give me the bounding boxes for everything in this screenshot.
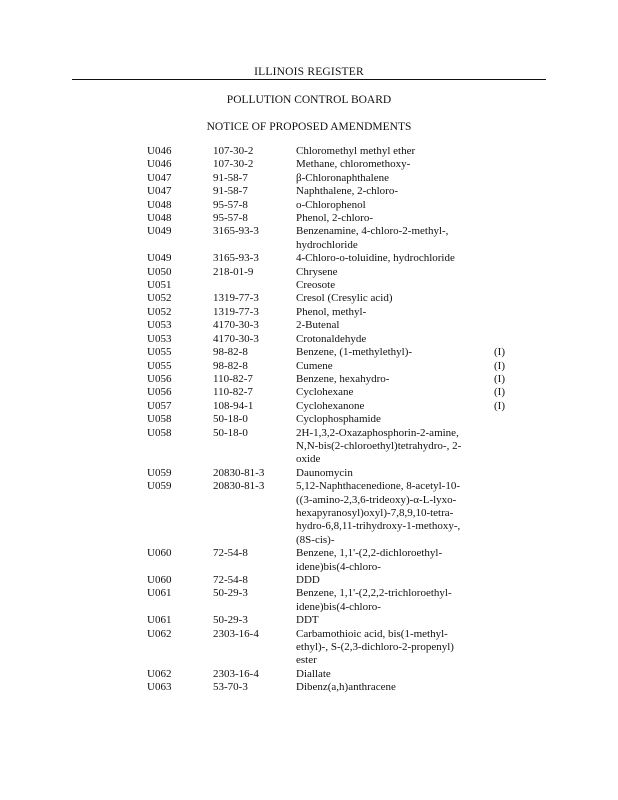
waste-code: U046 [147,145,172,157]
substance-name-line: 2-Butenal [296,319,340,332]
waste-code: U056 [147,386,172,399]
hazard-code [494,212,514,225]
substance-name-line: Cyclohexane [296,386,354,399]
cas-number: 72-54-8 [213,574,248,586]
hazard-code [494,145,514,158]
substance-name [296,212,494,225]
notice-title: NOTICE OF PROPOSED AMENDMENTS [206,121,412,133]
hazard-code [494,158,514,171]
table-row [147,333,514,346]
substance-name [296,427,494,467]
table-row [147,413,514,426]
table-row [147,400,514,413]
substance-name-line: Methane, chloromethoxy- [296,158,411,171]
waste-table-body [147,145,514,695]
table-row [147,681,514,694]
table-row [147,346,514,359]
substance-name-line: Creosote [296,279,336,292]
table-row [147,574,514,587]
waste-code: U056 [147,372,172,385]
table-row [147,199,514,212]
hazard-code [494,668,514,681]
substance-name [296,413,494,426]
substance-name [296,145,494,158]
hazard-code [494,480,514,547]
substance-name [296,252,494,265]
substance-name-line: DDT [296,614,319,627]
substance-name-line: 4-Chloro-o-toluidine, hydrochloride [296,252,455,265]
cas-number: 107-30-2 [213,158,254,171]
hazard-code [494,172,514,185]
table-row [147,427,514,467]
cas-number: 50-18-0 [213,426,248,439]
table-row [147,587,514,614]
substance-name [296,292,494,305]
waste-code: U061 [147,614,172,627]
cas-number: 20830-81-3 [213,480,265,493]
substance-name [296,306,494,319]
substance-name [296,172,494,185]
substance-name-line: hexapyranosyl)oxyl)-7,8,9,10-tetra- [296,506,454,519]
waste-code: U048 [147,198,172,211]
substance-name-line: Crotonaldehyde [296,332,367,345]
hazard-code [494,225,514,252]
waste-code: U060 [147,574,172,586]
hazard-code [494,306,514,319]
substance-name-line: ethyl)-, S-(2,3-dichloro-2-propenyl) [296,641,454,654]
substance-name [296,467,494,480]
waste-code: U063 [147,681,172,694]
waste-code: U052 [147,292,172,305]
substance-name [296,199,494,212]
table-row [147,279,514,292]
substance-name-line: ((3-amino-2,3,6-trideoxy)-α-L-lyxo- [296,493,457,506]
substance-name [296,225,494,252]
substance-name-line: N,N-bis(2-chloroethyl)tetrahydro-, 2- [296,439,462,452]
substance-name [296,400,494,413]
waste-code: U059 [147,480,172,493]
table-row [147,212,514,225]
substance-name [296,373,494,386]
waste-code: U055 [147,346,172,359]
substance-name-line: idene)bis(4-chloro- [296,560,381,573]
substance-name [296,480,494,547]
waste-code: U049 [147,252,172,265]
substance-name [296,360,494,373]
cas-number: 98-82-8 [213,346,248,359]
substance-name [296,346,494,359]
hazard-code [494,199,514,212]
cas-number: 91-58-7 [213,171,248,184]
hazard-code: (I) [494,372,505,385]
table-row [147,185,514,198]
table-row [147,145,514,158]
waste-code: U060 [147,547,172,560]
waste-code: U051 [147,279,172,292]
waste-code: U062 [147,667,172,680]
cas-number: 50-18-0 [213,413,248,426]
substance-name [296,319,494,332]
substance-name-line: hydrochloride [296,238,358,251]
substance-name-line: Chrysene [296,265,338,278]
substance-name-line: Benzene, (1-methylethyl)- [296,346,413,359]
cas-number: 72-54-8 [213,547,248,560]
cas-number: 98-82-8 [213,359,248,372]
hazard-code [494,266,514,279]
waste-code: U050 [147,265,172,278]
substance-name-line: Benzene, 1,1'-(2,2,2-trichloroethyl- [296,587,452,600]
table-row [147,252,514,265]
table-row [147,360,514,373]
substance-name-line: Phenol, 2-chloro- [296,212,373,225]
substance-name [296,185,494,198]
substance-name-line: Cresol (Cresylic acid) [296,292,393,305]
cas-number: 107-30-2 [213,145,254,157]
cas-number: 91-58-7 [213,185,248,198]
substance-name-line: (8S-cis)- [296,533,335,546]
table-row [147,266,514,279]
hazard-code [494,467,514,480]
substance-name [296,681,494,694]
cas-number [213,279,296,292]
table-row [147,480,514,547]
substance-name-line: idene)bis(4-chloro- [296,600,381,613]
waste-code: U059 [147,466,172,479]
cas-number: 50-29-3 [213,614,248,627]
table-row [147,225,514,252]
hazard-code: (I) [494,359,505,372]
substance-name-line: oxide [296,453,321,466]
table-row [147,628,514,668]
cas-number: 1319-77-3 [213,305,259,318]
hazard-code: (I) [494,399,505,412]
hazard-code [494,279,514,292]
hazard-code [494,333,514,346]
substance-name-line: Diallate [296,667,331,680]
substance-name [296,628,494,668]
waste-code: U052 [147,305,172,318]
waste-code: U055 [147,359,172,372]
cas-number: 2303-16-4 [213,667,259,680]
waste-code: U047 [147,171,172,184]
table-row [147,668,514,681]
table-row [147,614,514,627]
hazard-code [494,587,514,614]
waste-code: U057 [147,399,172,412]
cas-number: 218-01-9 [213,265,254,278]
substance-name-line: Dibenz(a,h)anthracene [296,681,396,694]
cas-number: 4170-30-3 [213,319,259,332]
substance-name [296,158,494,171]
cas-number: 50-29-3 [213,587,248,600]
substance-name-line: Cyclohexanone [296,399,365,412]
table-row [147,306,514,319]
cas-number: 20830-81-3 [213,466,265,479]
table-row [147,158,514,171]
waste-code: U058 [147,426,172,439]
hazard-code [494,185,514,198]
cas-number: 2303-16-4 [213,627,259,640]
hazard-code [494,547,514,574]
substance-name-line: Cumene [296,359,333,372]
hazard-code [494,681,514,694]
substance-name [296,279,494,292]
waste-code: U061 [147,587,172,600]
hazard-code [494,319,514,332]
table-row [147,547,514,574]
substance-name [296,333,494,346]
waste-code: U047 [147,185,172,198]
hazard-code [494,413,514,426]
cas-number: 108-94-1 [213,399,254,412]
substance-name-line: o-Chlorophenol [296,198,366,211]
substance-name-line: hydro-6,8,11-trihydroxy-1-methoxy-, [296,520,461,533]
cas-number: 53-70-3 [213,681,248,694]
board-title: POLLUTION CONTROL BOARD [226,94,392,106]
substance-name-line: 2H-1,3,2-Oxazaphosphorin-2-amine, [296,426,459,439]
cas-number: 95-57-8 [213,198,248,211]
cas-number: 95-57-8 [213,212,248,225]
substance-name-line: 5,12-Naphthacenedione, 8-acetyl-10- [296,480,461,493]
header-rule [72,79,546,80]
cas-number: 3165-93-3 [213,252,259,265]
substance-name-line: Cyclophosphamide [296,413,381,426]
waste-code: U048 [147,212,172,225]
substance-name-line: Benzene, 1,1'-(2,2-dichloroethyl- [296,547,443,560]
waste-code: U046 [147,158,172,171]
hazard-code [494,628,514,668]
cas-number: 1319-77-3 [213,292,259,305]
substance-name [296,614,494,627]
table-row [147,373,514,386]
substance-name-line: Carbamothioic acid, bis(1-methyl- [296,627,448,640]
substance-name-line: Naphthalene, 2-chloro- [296,185,399,198]
cas-number: 110-82-7 [213,372,253,385]
substance-name-line: Phenol, methyl- [296,305,367,318]
substance-name [296,668,494,681]
table-row [147,467,514,480]
hazard-code [494,427,514,467]
cas-number: 110-82-7 [213,386,253,399]
table-row [147,386,514,399]
substance-name [296,386,494,399]
substance-name [296,574,494,587]
cas-number: 3165-93-3 [213,225,259,238]
substance-name-line: ester [296,654,317,667]
substance-name [296,587,494,614]
register-title: ILLINOIS REGISTER [254,66,364,78]
substance-name-line: Chloromethyl methyl ether [296,145,416,157]
hazard-code [494,292,514,305]
waste-code: U062 [147,627,172,640]
hazard-code: (I) [494,346,505,359]
cas-number: 4170-30-3 [213,332,259,345]
substance-name-line: β-Chloronaphthalene [296,171,389,184]
waste-code: U053 [147,332,172,345]
waste-code: U049 [147,225,172,238]
table-row [147,292,514,305]
substance-name-line: Daunomycin [296,466,353,479]
hazard-code: (I) [494,386,505,399]
substance-name-line: DDD [296,574,320,586]
waste-code: U053 [147,319,172,332]
hazard-code [494,614,514,627]
hazardous-waste-table [147,145,514,695]
substance-name [296,547,494,574]
waste-code: U058 [147,413,172,426]
table-row [147,319,514,332]
substance-name-line: Benzene, hexahydro- [296,372,390,385]
substance-name [296,266,494,279]
table-row [147,172,514,185]
substance-name-line: Benzenamine, 4-chloro-2-methyl-, [296,225,449,238]
hazard-code [494,252,514,265]
hazard-code [494,574,514,587]
